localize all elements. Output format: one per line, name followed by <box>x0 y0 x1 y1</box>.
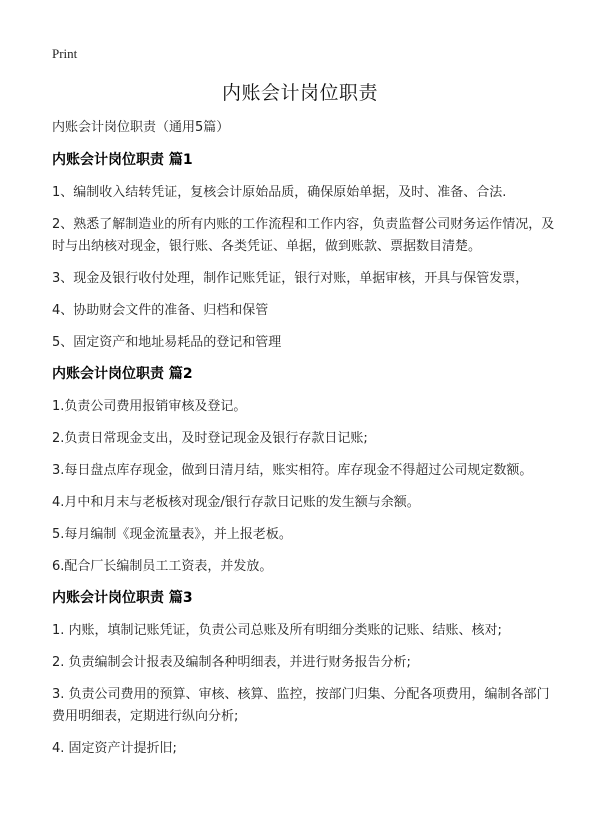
list-item: 1、编制收入结转凭证，复核会计原始品质，确保原始单据，及时、准备、合法. <box>52 185 507 200</box>
list-item: 4.月中和月末与老板核对现金/银行存款日记账的发生额与余额。 <box>52 495 420 510</box>
document-title: 内账会计岗位职责 <box>221 82 378 104</box>
section-heading: 内账会计岗位职责 篇1 <box>52 152 193 168</box>
section-1 <box>52 150 556 354</box>
list-item: 6.配合厂长编制员工工资表，并发放。 <box>52 559 273 574</box>
list-item: 1.负责公司费用报销审核及登记。 <box>52 399 247 414</box>
list-item: 2、熟悉了解制造业的所有内账的工作流程和工作内容，负责监督公司财务运作情况，及时与出纳核对现金，银行账、各类凭证、单据，做到账款、票据数目清楚。 <box>52 217 555 254</box>
document-body <box>52 118 556 770</box>
section-heading: 内账会计岗位职责 篇3 <box>52 590 193 606</box>
list-item: 3、现金及银行收付处理，制作记账凭证，银行对账，单据审核，开具与保管发票， <box>52 271 529 286</box>
section-heading: 内账会计岗位职责 篇2 <box>52 366 193 382</box>
list-item: 3. 负责公司费用的预算、审核、核算、监控，按部门归集、分配各项费用，编制各部门费用明细表，定期进行纵向分析; <box>52 687 550 724</box>
section-3 <box>52 588 556 760</box>
list-item: 5.每月编制《现金流量表》，并上报老板。 <box>52 527 292 542</box>
section-2 <box>52 364 556 578</box>
list-item: 4、协助财会文件的准备、归档和保管 <box>52 303 269 318</box>
list-item: 4. 固定资产计提折旧; <box>52 741 177 756</box>
list-item: 1. 内账，填制记账凭证，负责公司总账及所有明细分类账的记账、结账、核对; <box>52 623 502 638</box>
list-item: 2. 负责编制会计报表及编制各种明细表，并进行财务报告分析; <box>52 655 411 670</box>
document-subtitle: 内账会计岗位职责（通用5篇） <box>52 120 230 135</box>
list-item: 5、固定资产和地址易耗品的登记和管理 <box>52 335 282 350</box>
list-item: 2.负责日常现金支出，及时登记现金及银行存款日记账; <box>52 431 368 446</box>
print-label[interactable]: Print <box>52 46 78 61</box>
list-item: 3.每日盘点库存现金，做到日清月结，账实相符。库存现金不得超过公司规定数额。 <box>52 463 533 478</box>
